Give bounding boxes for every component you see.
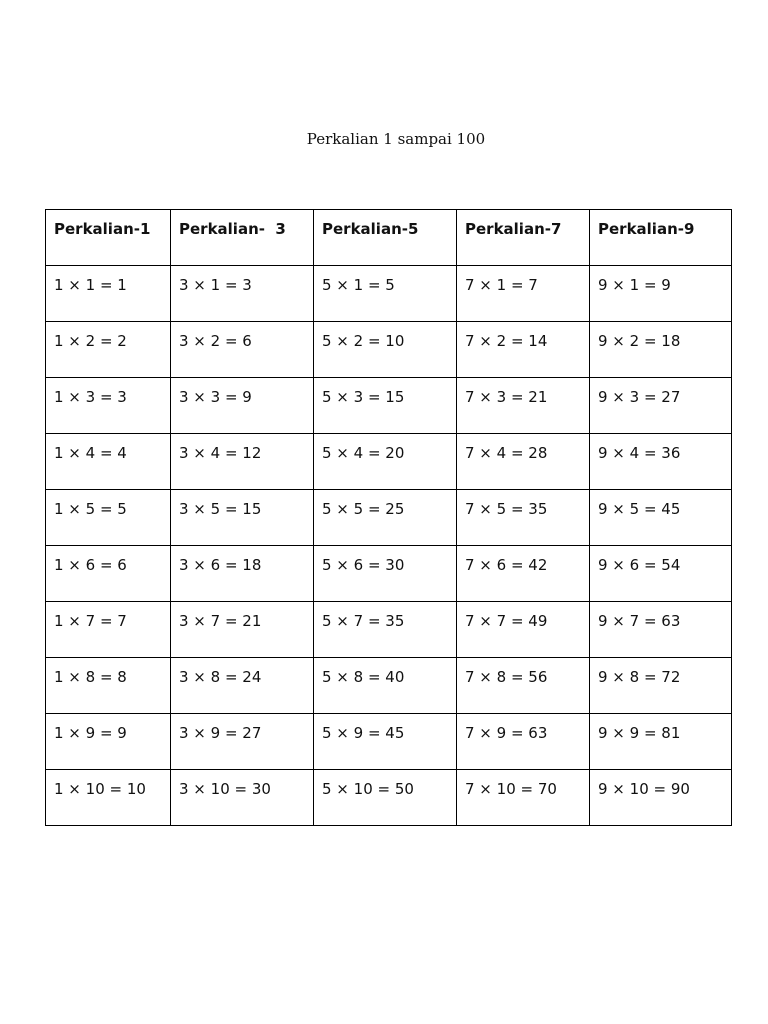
table-cell: 1 × 6 = 6: [46, 546, 171, 602]
table-cell: 1 × 2 = 2: [46, 322, 171, 378]
header-cell: Perkalian-1: [46, 210, 171, 266]
table-cell: 3 × 7 = 21: [171, 602, 314, 658]
table-cell: 3 × 5 = 15: [171, 490, 314, 546]
table-cell: 1 × 8 = 8: [46, 658, 171, 714]
table-cell: 5 × 9 = 45: [314, 714, 457, 770]
table-row: [46, 546, 732, 602]
table-header: [46, 210, 732, 266]
table-cell: 9 × 8 = 72: [590, 658, 732, 714]
table-cell: 3 × 1 = 3: [171, 266, 314, 322]
table-cell: 9 × 10 = 90: [590, 770, 732, 826]
table-row: [46, 658, 732, 714]
multiplication-table: [45, 209, 732, 826]
table-cell: 5 × 2 = 10: [314, 322, 457, 378]
table-cell: 5 × 3 = 15: [314, 378, 457, 434]
table-cell: 9 × 4 = 36: [590, 434, 732, 490]
table-cell: 7 × 10 = 70: [457, 770, 590, 826]
table-cell: 5 × 4 = 20: [314, 434, 457, 490]
header-cell: Perkalian-5: [314, 210, 457, 266]
table-row: [46, 714, 732, 770]
table-cell: 5 × 7 = 35: [314, 602, 457, 658]
table-cell: 7 × 4 = 28: [457, 434, 590, 490]
table-cell: 1 × 4 = 4: [46, 434, 171, 490]
table-body: [46, 266, 732, 826]
table-cell: 3 × 9 = 27: [171, 714, 314, 770]
table-cell: 9 × 5 = 45: [590, 490, 732, 546]
table-cell: 5 × 10 = 50: [314, 770, 457, 826]
document-title: Perkalian 1 sampai 100: [306, 130, 486, 148]
table-cell: 3 × 2 = 6: [171, 322, 314, 378]
table-cell: 3 × 10 = 30: [171, 770, 314, 826]
table-cell: 7 × 3 = 21: [457, 378, 590, 434]
table-row: [46, 770, 732, 826]
table-cell: 9 × 7 = 63: [590, 602, 732, 658]
table-cell: 3 × 8 = 24: [171, 658, 314, 714]
table-row: [46, 378, 732, 434]
table-cell: 7 × 2 = 14: [457, 322, 590, 378]
table-cell: 1 × 9 = 9: [46, 714, 171, 770]
table-cell: 3 × 4 = 12: [171, 434, 314, 490]
table-row: [46, 266, 732, 322]
table-cell: 9 × 9 = 81: [590, 714, 732, 770]
table-cell: 5 × 5 = 25: [314, 490, 457, 546]
table-cell: 5 × 8 = 40: [314, 658, 457, 714]
table-cell: 7 × 1 = 7: [457, 266, 590, 322]
table-cell: 3 × 3 = 9: [171, 378, 314, 434]
header-cell: Perkalian- 3: [171, 210, 314, 266]
table-cell: 1 × 5 = 5: [46, 490, 171, 546]
table-cell: 5 × 1 = 5: [314, 266, 457, 322]
table-cell: 7 × 6 = 42: [457, 546, 590, 602]
table-cell: 9 × 1 = 9: [590, 266, 732, 322]
table-cell: 9 × 2 = 18: [590, 322, 732, 378]
table-cell: 7 × 7 = 49: [457, 602, 590, 658]
table-cell: 5 × 6 = 30: [314, 546, 457, 602]
table-cell: 9 × 6 = 54: [590, 546, 732, 602]
table-cell: 1 × 7 = 7: [46, 602, 171, 658]
table-row: [46, 322, 732, 378]
table-cell: 1 × 1 = 1: [46, 266, 171, 322]
table-cell: 7 × 5 = 35: [457, 490, 590, 546]
header-cell: Perkalian-7: [457, 210, 590, 266]
table-cell: 1 × 3 = 3: [46, 378, 171, 434]
table-cell: 1 × 10 = 10: [46, 770, 171, 826]
table-cell: 7 × 8 = 56: [457, 658, 590, 714]
table-cell: 9 × 3 = 27: [590, 378, 732, 434]
table-cell: 7 × 9 = 63: [457, 714, 590, 770]
table-row: [46, 490, 732, 546]
table-row: [46, 434, 732, 490]
header-cell: Perkalian-9: [590, 210, 732, 266]
table-row: [46, 602, 732, 658]
table-cell: 3 × 6 = 18: [171, 546, 314, 602]
header-row: [46, 210, 732, 266]
